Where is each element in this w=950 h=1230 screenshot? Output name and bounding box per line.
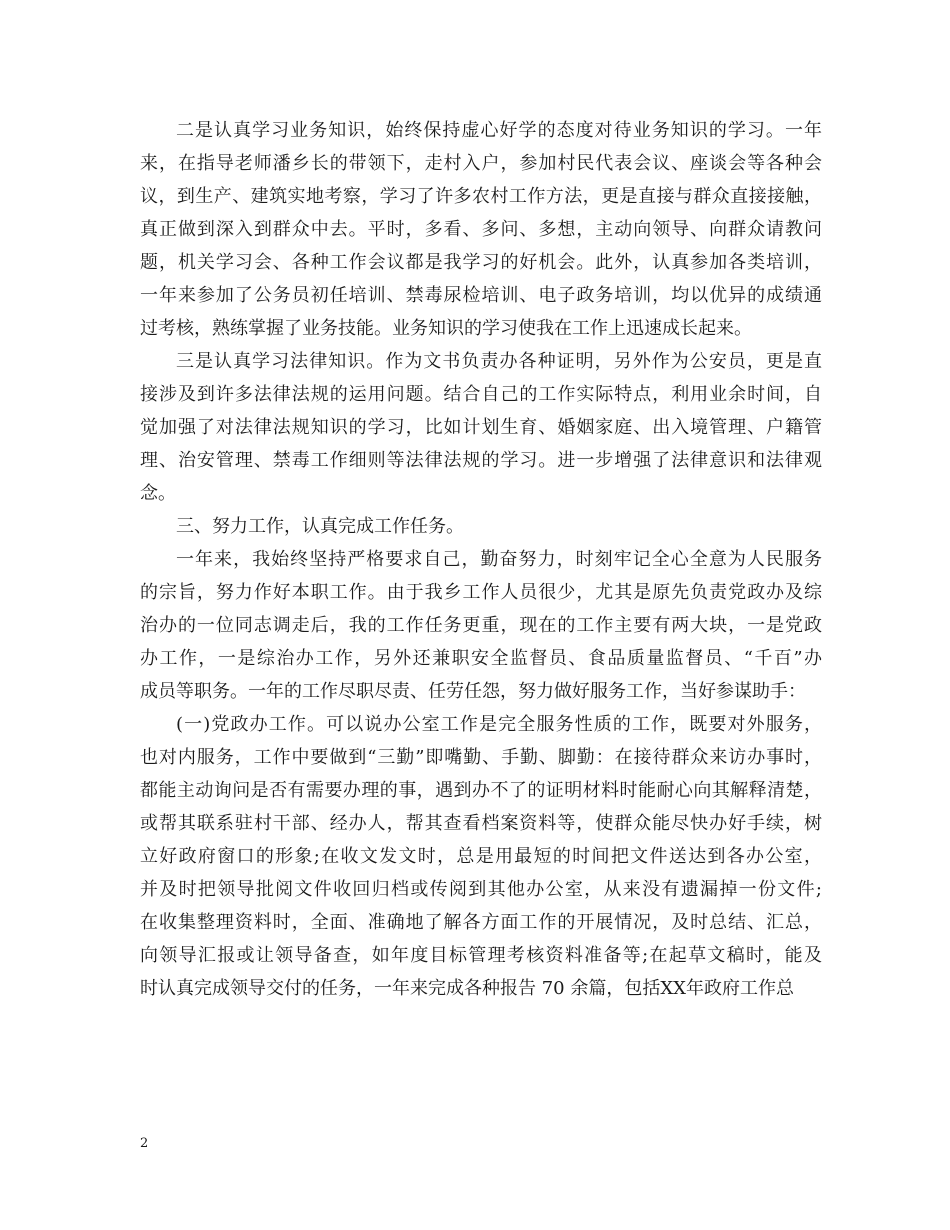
paragraph — [140, 510, 822, 543]
page-number: 2 — [140, 1136, 149, 1151]
text-line: 也对内服务，工作中要做到“三勤”即嘴勤、手勤、脚勤：在接待群众来访办事时， — [140, 747, 822, 768]
text-line: 来，在指导老师潘乡长的带领下，走村入户，参加村民代表会议、座谈会等各种会 — [140, 153, 822, 174]
text-line: 念。 — [140, 483, 176, 504]
text-line: 并及时把领导批阅文件收回归档或传阅到其他办公室，从来没有遗漏掉一份文件; — [140, 879, 822, 900]
text-line: 二是认真学习业务知识，始终保持虚心好学的态度对待业务知识的学习。一年 — [176, 120, 822, 141]
text-line: 真正做到深入到群众中去。平时，多看、多问、多想，主动向领导、向群众请教问 — [140, 219, 822, 240]
text-line: 立好政府窗口的形象;在收文发文时，总是用最短的时间把文件送达到各办公室， — [140, 846, 822, 867]
paragraph — [140, 543, 822, 708]
text-line: 议，到生产、建筑实地考察，学习了许多农村工作方法，更是直接与群众直接接触， — [140, 186, 822, 207]
text-line: 一年来，我始终坚持严格要求自己，勤奋努力，时刻牢记全心全意为人民服务 — [176, 549, 822, 570]
paragraph — [140, 114, 822, 345]
text-line: 治办的一位同志调走后，我的工作任务更重，现在的工作主要有两大块，一是党政 — [140, 615, 822, 636]
text-line: 一年来参加了公务员初任培训、禁毒尿检培训、电子政务培训，均以优异的成绩通 — [140, 285, 822, 306]
text-line: 过考核，熟练掌握了业务技能。业务知识的学习使我在工作上迅速成长起来。 — [140, 318, 752, 339]
text-line: 成员等职务。一年的工作尽职尽责、任劳任怨，努力做好服务工作，当好参谋助手： — [140, 681, 806, 702]
document-body — [140, 114, 822, 1005]
text-line: 都能主动询问是否有需要办理的事，遇到办不了的证明材料时能耐心向其解释清楚， — [140, 780, 822, 801]
text-line: 或帮其联系驻村干部、经办人，帮其查看档案资料等，使群众能尽快办好手续，树 — [140, 813, 822, 834]
text-line: 的宗旨，努力作好本职工作。由于我乡工作人员很少，尤其是原先负责党政办及综 — [140, 582, 822, 603]
text-line: 题，机关学习会、各种工作会议都是我学习的好机会。此外，认真参加各类培训， — [140, 252, 822, 273]
text-line: (一)党政办工作。可以说办公室工作是完全服务性质的工作，既要对外服务， — [176, 714, 822, 735]
text-line: 接涉及到许多法律法规的运用问题。结合自己的工作实际特点，利用业余时间，自 — [140, 384, 822, 405]
text-line: 在收集整理资料时，全面、准确地了解各方面工作的开展情况，及时总结、汇总， — [140, 912, 822, 933]
text-line: 办工作，一是综治办工作，另外还兼职安全监督员、食品质量监督员、“千百”办 — [140, 648, 822, 669]
text-line: 时认真完成领导交付的任务，一年来完成各种报告 70 余篇，包括XX年政府工作总 — [140, 978, 794, 999]
text-line: 理、治安管理、禁毒工作细则等法律法规的学习。进一步增强了法律意识和法律观 — [140, 450, 822, 471]
text-line: 三是认真学习法律知识。作为文书负责办各种证明，另外作为公安员，更是直 — [176, 351, 822, 372]
text-line: 三、努力工作，认真完成工作任务。 — [176, 516, 464, 537]
text-line: 觉加强了对法律法规知识的学习，比如计划生育、婚姻家庭、出入境管理、户籍管 — [140, 417, 822, 438]
paragraph — [140, 345, 822, 510]
text-line: 向领导汇报或让领导备查，如年度目标管理考核资料准备等;在起草文稿时，能及 — [140, 945, 822, 966]
paragraph — [140, 708, 822, 1005]
